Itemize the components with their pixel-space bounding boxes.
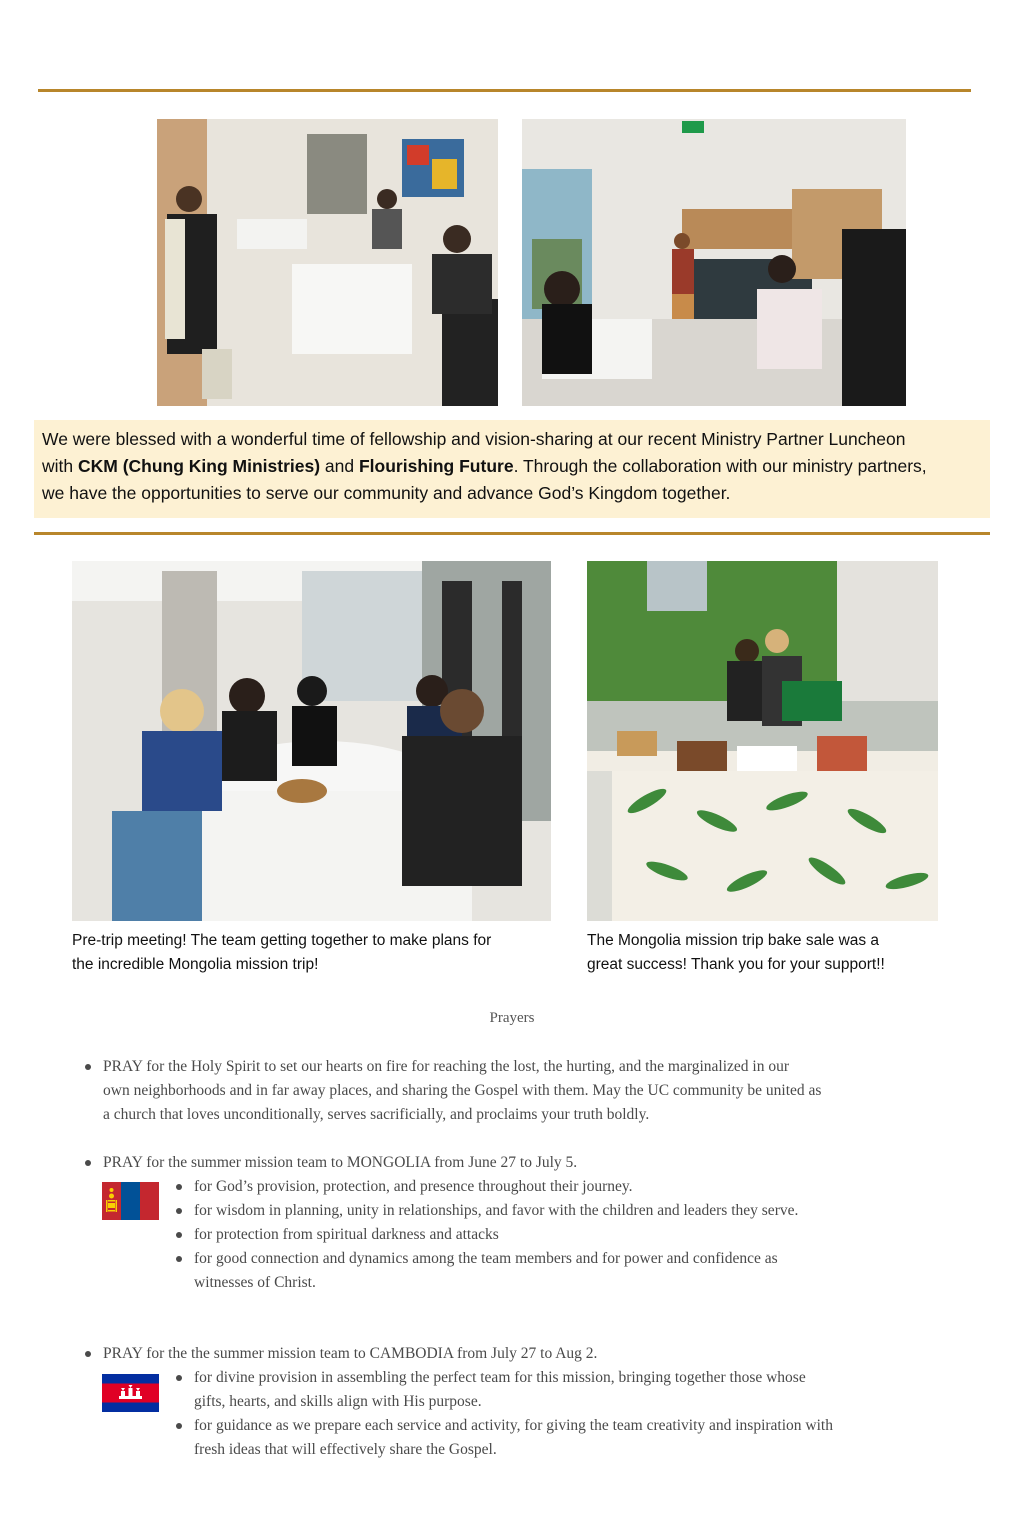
top-divider [38, 89, 971, 92]
bullet-icon [176, 1208, 182, 1214]
prayer-mongolia-heading: PRAY for the summer mission team to MONGOLIA from June 27 to July 5. [103, 1151, 963, 1175]
mongolia-flag-icon [102, 1182, 159, 1220]
partner-ckm: CKM (Chung King Ministries) [77, 456, 321, 476]
luncheon-description [34, 420, 990, 518]
bake-sale-caption: The Mongolia mission trip bake sale was a great success! Thank you for your support!! [587, 932, 885, 973]
prayer-cambodia-heading: PRAY for the the summer mission team to CAMBODIA from July 27 to Aug 2. [103, 1342, 963, 1366]
luncheon-room-photo [522, 119, 906, 406]
bullet-icon [176, 1423, 182, 1429]
mongolia-item-4: for good connection and dynamics among the team members and for power and confidence as witnesses of Christ. [194, 1247, 954, 1295]
bullet-icon [85, 1064, 91, 1070]
banner-line-3: we have the opportunities to serve our community and advance God’s Kingdom together. [42, 483, 731, 503]
bake-sale-photo [587, 561, 938, 921]
middle-divider [34, 532, 990, 535]
cambodia-flag-icon [102, 1374, 159, 1412]
bullet-icon [85, 1351, 91, 1357]
bullet-icon [176, 1375, 182, 1381]
bullet-icon [85, 1160, 91, 1166]
banner-line-1: We were blessed with a wonderful time of fellowship and vision-sharing at our recent Ministry Partner Luncheon [42, 429, 906, 449]
pre-trip-meeting-photo [72, 561, 551, 921]
prayers-heading: Prayers [489, 1010, 535, 1026]
cambodia-item-1: for divine provision in assembling the perfect team for this mission, bringing together those whose gifts, hearts, and skills align with His purpose. [194, 1366, 954, 1414]
cambodia-item-2: for guidance as we prepare each service and activity, for giving the team creativity and inspiration with fresh ideas that will effectively share the Gospel. [194, 1414, 954, 1462]
bullet-icon [176, 1256, 182, 1262]
prayer-holy-spirit: PRAY for the Holy Spirit to set our hearts on fire for reaching the lost, the hurting, and the marginalized in our own neighborhoods and in far away places, and sharing the Gospel with them. May the UC community be united as a church that loves unconditionally, serves sacrificially, and proclaims your truth boldly. [103, 1055, 963, 1127]
meeting-caption: Pre-trip meeting! The team getting together to make plans for the incredible Mongolia mission trip! [72, 932, 492, 973]
luncheon-speaker-photo [157, 119, 498, 406]
partner-flourishing-future: Flourishing Future [358, 456, 514, 476]
bullet-icon [176, 1184, 182, 1190]
banner-line-2: with CKM (Chung King Ministries) and Flourishing Future. Through the collaboration with our ministry partners, [42, 456, 927, 476]
mongolia-item-1: for God’s provision, protection, and presence throughout their journey. [194, 1175, 954, 1199]
mongolia-item-2: for wisdom in planning, unity in relationships, and favor with the children and leaders they serve. [194, 1199, 954, 1223]
mongolia-item-3: for protection from spiritual darkness and attacks [194, 1223, 954, 1247]
bullet-icon [176, 1232, 182, 1238]
